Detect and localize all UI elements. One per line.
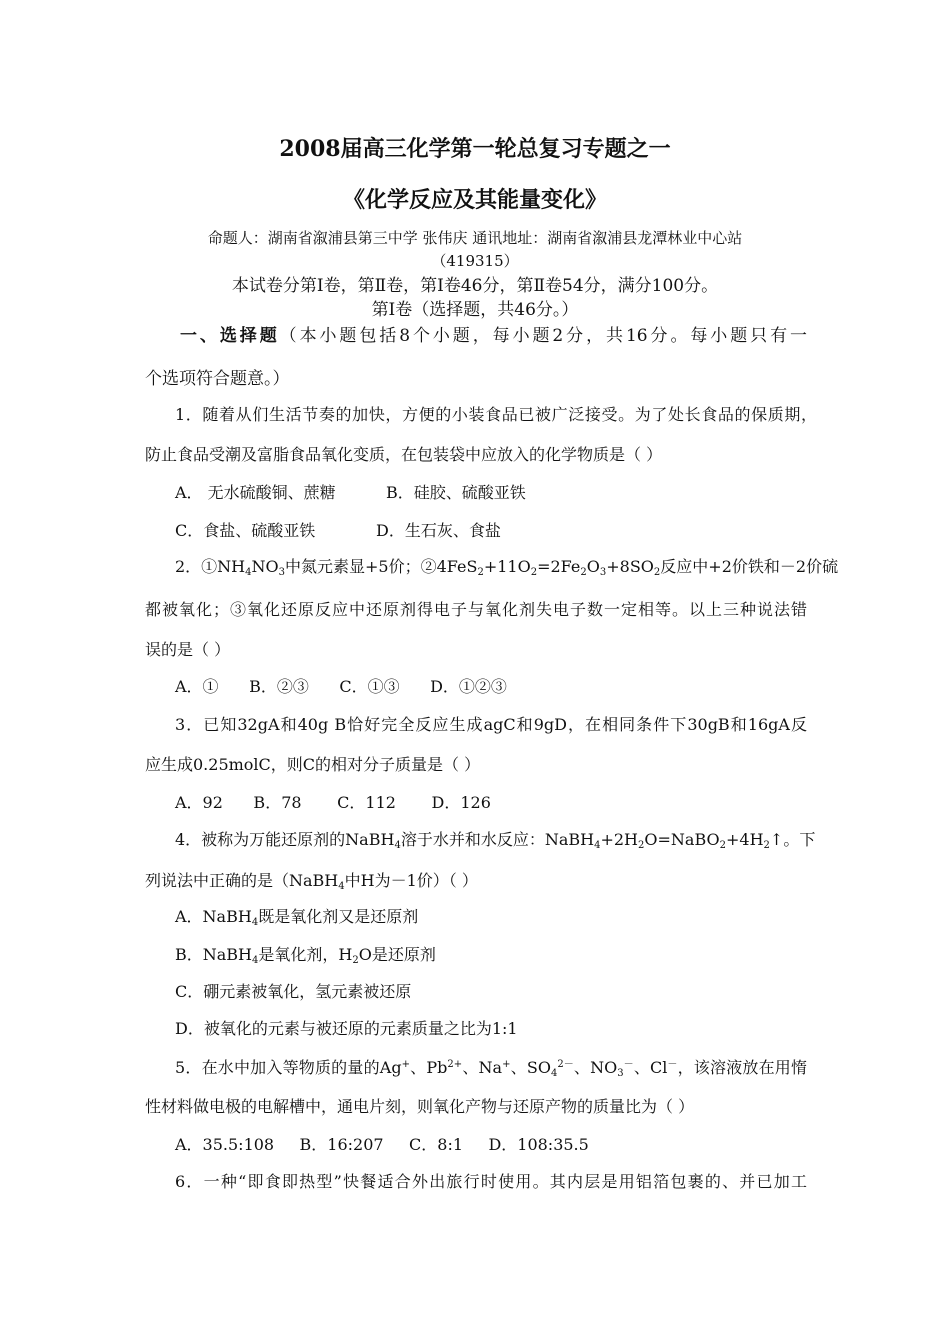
q3-stem-line1: 3．已知32gA和40g B恰好完全反应生成agC和9gD，在相同条件下30gB和16gA反 [175,715,807,734]
part1-title: 第Ⅰ卷（选择题，共46分。） [371,300,579,320]
q5-options: A．35.5:108 B．16:207 C．8:1 D．108:35.5 [175,1135,589,1154]
q2-options: A．① B．②③ C．①③ D．①②③ [175,677,507,696]
q2-stem-line2: 都被氧化；③氧化还原反应中还原剂得电子与氧化剂失电子数一定相等。以上三种说法错 [145,600,807,619]
q5-stem-line2: 性材料做电极的电解槽中，通电片刻，则氧化产物与还原产物的质量比为（ ） [145,1097,695,1116]
q4-option-b: B．NaBH$_4$是氧化剂，$H_2O$是还原剂 [175,945,436,966]
q4-stem-line1: 4．被称为万能还原剂的NaBH$_4$溶于水并和水反应：$NaBH_4+2H_2O=NaBO_2+4H_2↑$。下 [175,830,816,851]
q3-stem-line2: 应生成0.25molC，则C的相对分子质量是（ ） [145,755,481,774]
q4-stem-line2: 列说法中正确的是（NaBH$_4$中H为－1价）（ ） [145,871,478,892]
section-label: 一、选择题 [180,326,280,346]
author-line: 命题人：湖南省溆浦县第三中学 张伟庆 通讯地址：湖南省溆浦县龙潭林业中心站 [207,229,743,247]
q2-stem-line3: 误的是（ ） [145,640,231,659]
q1-stem-line2: 防止食品受潮及富脂食品氧化变质，在包装袋中应放入的化学物质是（ ） [145,445,663,464]
q4-option-c: C．硼元素被氧化，氢元素被还原 [175,982,412,1001]
paper-info: 本试卷分第Ⅰ卷，第Ⅱ卷，第Ⅰ卷46分，第Ⅱ卷54分，满分100分。 [231,276,719,296]
q6-stem-line1: 6．一种“即食即热型”快餐适合外出旅行时使用。其内层是用铝箔包裹的、并已加工 [175,1172,807,1191]
q1-option-d: D．生石灰、食盐 [376,521,501,540]
page-title: 2008届高三化学第一轮总复习专题之一 [279,136,671,162]
page-subtitle: 《化学反应及其能量变化》 [342,187,607,213]
q3-options: A．92 B．78 C．112 D．126 [175,793,491,812]
section-desc: （本小题包括8个小题，每小题2分，共16分。每小题只有一 [279,326,808,346]
section-desc-cont: 个选项符合题意。） [145,369,290,389]
q1-option-a: A． 无水硫酸铜、蔗糖 [175,483,336,502]
section-heading [180,326,807,346]
q1-option-c: C．食盐、硫酸亚铁 [175,521,316,540]
q4-option-d: D．被氧化的元素与被还原的元素质量之比为1:1 [175,1019,518,1038]
q1-stem-line1: 1．随着从们生活节奏的加快，方便的小装食品已被广泛接受。为了处长食品的保质期， [175,405,817,424]
q1-option-b: B．硅胶、硫酸亚铁 [386,483,526,502]
q5-stem-line1: 5．在水中加入等物质的量的Ag+、$Pb^{2+}$、Na+、$SO_4^{2-}$、$NO_3^-$、Cl－，该溶液放在用惰 [175,1058,807,1079]
q2-stem-line1: 2．$①NH_4NO_3$中氮元素显+5价；$②4FeS_2+11O_2=2Fe_2O_3+8SO_2$反应中+2价铁和－2价硫 [175,557,839,578]
postcode: （419315） [431,252,519,270]
q4-option-a: A．NaBH$_4$既是氧化剂又是还原剂 [175,907,419,928]
